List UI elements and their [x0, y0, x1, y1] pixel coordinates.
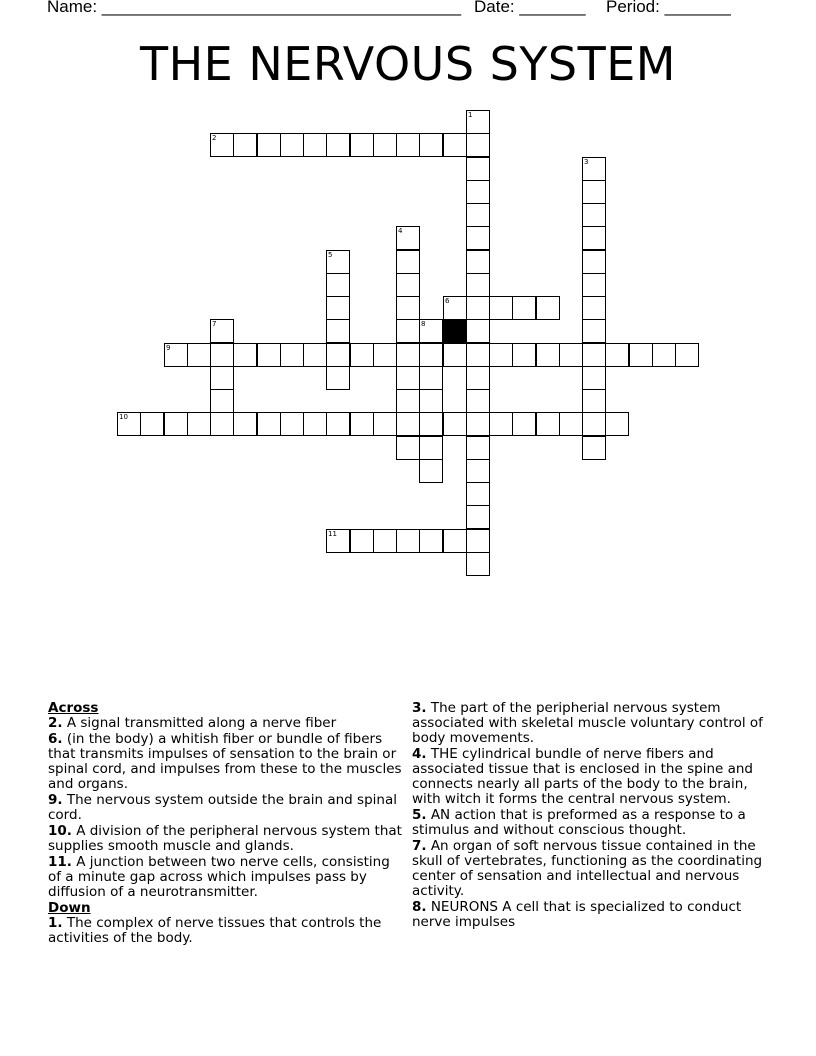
- grid-cell[interactable]: [466, 343, 490, 367]
- grid-cell[interactable]: [210, 389, 234, 413]
- grid-cell[interactable]: [582, 250, 606, 274]
- clue-number: 1.: [48, 915, 63, 931]
- grid-cell[interactable]: [280, 412, 304, 436]
- grid-cell[interactable]: [512, 412, 536, 436]
- grid-cell[interactable]: [466, 482, 490, 506]
- grid-cell[interactable]: [396, 319, 420, 343]
- grid-cell[interactable]: [396, 389, 420, 413]
- clue-number-label: 1: [468, 111, 473, 119]
- grid-cell[interactable]: [396, 529, 420, 553]
- down-clue-list-left: [48, 916, 406, 946]
- grid-cell[interactable]: [466, 250, 490, 274]
- grid-cell[interactable]: [559, 343, 583, 367]
- grid-cell[interactable]: [536, 412, 560, 436]
- grid-cell[interactable]: [419, 343, 443, 367]
- grid-cell[interactable]: [396, 343, 420, 367]
- grid-cell[interactable]: [582, 436, 606, 460]
- clue-number-label: 11: [328, 530, 337, 538]
- page-title: THE NERVOUS SYSTEM: [139, 37, 676, 91]
- clue-item: [412, 839, 772, 899]
- down-heading: Down: [48, 900, 91, 916]
- grid-cell[interactable]: [419, 412, 443, 436]
- clue-number: 2.: [48, 715, 63, 731]
- grid-cell[interactable]: [350, 529, 374, 553]
- grid-cell[interactable]: [373, 133, 397, 157]
- grid-cell[interactable]: [582, 180, 606, 204]
- grid-cell[interactable]: [466, 505, 490, 529]
- grid-cell[interactable]: [303, 133, 327, 157]
- clue-item: [48, 916, 406, 946]
- clue-item: [48, 716, 406, 731]
- grid-cell[interactable]: [326, 133, 350, 157]
- clues-column-right: [412, 701, 772, 931]
- grid-cell[interactable]: [396, 412, 420, 436]
- grid-cell[interactable]: [466, 203, 490, 227]
- grid-cell[interactable]: [303, 412, 327, 436]
- grid-cell[interactable]: [512, 343, 536, 367]
- grid-cell[interactable]: [443, 133, 467, 157]
- clue-number: 10.: [48, 823, 72, 839]
- grid-cell[interactable]: [652, 343, 676, 367]
- grid-cell[interactable]: [466, 157, 490, 181]
- period-field-label[interactable]: Period: _______: [606, 0, 731, 16]
- grid-cell[interactable]: [466, 226, 490, 250]
- grid-cell[interactable]: [303, 343, 327, 367]
- grid-cell[interactable]: [373, 343, 397, 367]
- grid-cell[interactable]: [675, 343, 699, 367]
- grid-cell[interactable]: [559, 412, 583, 436]
- clue-text: The part of the peripherial nervous system associated with skeletal muscle voluntary control of body movements.: [412, 700, 763, 746]
- grid-cell[interactable]: [629, 343, 653, 367]
- grid-cell[interactable]: [233, 412, 257, 436]
- grid-cell[interactable]: [489, 343, 513, 367]
- down-clue-list-right: [412, 701, 772, 930]
- grid-cell[interactable]: [466, 529, 490, 553]
- grid-cell[interactable]: [257, 412, 281, 436]
- grid-cell[interactable]: [396, 436, 420, 460]
- clue-number-label: 3: [584, 158, 589, 166]
- across-heading: Across: [48, 700, 99, 716]
- clue-text: (in the body) a whitish fiber or bundle of fibers that transmits impulses of sensation to the brain or spinal cord, and impulses from these to the muscles and organs.: [48, 731, 402, 792]
- clue-number: 7.: [412, 838, 427, 854]
- grid-cell[interactable]: [187, 343, 211, 367]
- clue-text: An organ of soft nervous tissue contained in the skull of vertebrates, functioning as the coordinating center of sensation and intellectual and nervous activity.: [412, 838, 763, 899]
- clue-number: 5.: [412, 807, 427, 823]
- clue-item: [412, 900, 772, 930]
- clue-number: 3.: [412, 700, 427, 716]
- clue-number-label: 4: [398, 227, 403, 235]
- grid-cell[interactable]: [489, 296, 513, 320]
- grid-cell[interactable]: [326, 366, 350, 390]
- grid-cell[interactable]: [536, 343, 560, 367]
- grid-cell[interactable]: [326, 343, 350, 367]
- clue-number: 11.: [48, 854, 72, 870]
- grid-cell[interactable]: [466, 133, 490, 157]
- across-clue-list: [48, 716, 406, 900]
- grid-cell[interactable]: [396, 133, 420, 157]
- grid-cell[interactable]: [280, 343, 304, 367]
- clue-number-label: 5: [328, 251, 333, 259]
- grid-cell[interactable]: [512, 296, 536, 320]
- grid-cell[interactable]: [373, 412, 397, 436]
- clue-number-label: 6: [445, 297, 450, 305]
- clue-item: [48, 824, 406, 854]
- grid-cell[interactable]: [582, 203, 606, 227]
- clue-number-label: 7: [212, 320, 217, 328]
- grid-cell[interactable]: [489, 412, 513, 436]
- grid-cell[interactable]: [210, 343, 234, 367]
- name-field-label[interactable]: Name: ______________________________________: [47, 0, 462, 16]
- date-field-label[interactable]: Date: _______: [474, 0, 586, 16]
- grid-cell[interactable]: [257, 343, 281, 367]
- grid-cell[interactable]: [443, 412, 467, 436]
- clue-text: A division of the peripheral nervous system that supplies smooth muscle and glands.: [48, 823, 402, 854]
- grid-cell[interactable]: [164, 412, 188, 436]
- grid-cell[interactable]: [419, 436, 443, 460]
- grid-block-cell: [443, 319, 467, 343]
- grid-cell[interactable]: [466, 180, 490, 204]
- clue-number: 6.: [48, 731, 63, 747]
- grid-cell[interactable]: [582, 226, 606, 250]
- grid-cell[interactable]: [326, 296, 350, 320]
- grid-cell[interactable]: [396, 273, 420, 297]
- clues-column-left: [48, 701, 406, 947]
- grid-cell[interactable]: [582, 319, 606, 343]
- grid-cell[interactable]: [326, 319, 350, 343]
- grid-cell[interactable]: [373, 529, 397, 553]
- clue-text: The nervous system outside the brain and spinal cord.: [48, 792, 397, 823]
- clue-text: The complex of nerve tissues that controls the activities of the body.: [48, 915, 382, 946]
- grid-cell[interactable]: [466, 296, 490, 320]
- grid-cell[interactable]: [466, 459, 490, 483]
- clue-number-label: 10: [119, 413, 128, 421]
- clue-text: A signal transmitted along a nerve fiber: [62, 715, 337, 731]
- grid-cell[interactable]: [233, 343, 257, 367]
- grid-cell[interactable]: [466, 366, 490, 390]
- grid-cell[interactable]: [326, 273, 350, 297]
- grid-cell[interactable]: [396, 296, 420, 320]
- grid-cell[interactable]: [605, 343, 629, 367]
- grid-cell[interactable]: [466, 436, 490, 460]
- clue-text: A junction between two nerve cells, consisting of a minute gap across which impulses pass by diffusion of a neurotransmitter.: [48, 854, 390, 900]
- grid-cell[interactable]: [443, 529, 467, 553]
- grid-cell[interactable]: [419, 366, 443, 390]
- grid-cell[interactable]: [582, 296, 606, 320]
- grid-cell[interactable]: [419, 529, 443, 553]
- grid-cell[interactable]: [350, 343, 374, 367]
- grid-cell[interactable]: [466, 273, 490, 297]
- clue-item: [412, 701, 772, 746]
- grid-cell[interactable]: [582, 389, 606, 413]
- grid-cell[interactable]: [257, 133, 281, 157]
- clue-number: 4.: [412, 746, 427, 762]
- grid-cell[interactable]: [536, 296, 560, 320]
- grid-cell[interactable]: [210, 366, 234, 390]
- clue-number: 8.: [412, 899, 427, 915]
- grid-cell[interactable]: [466, 319, 490, 343]
- grid-cell[interactable]: [466, 412, 490, 436]
- grid-cell[interactable]: [210, 412, 234, 436]
- clue-item: [412, 747, 772, 807]
- clue-text: AN action that is preformed as a response to a stimulus and without conscious thought.: [412, 807, 746, 838]
- grid-cell[interactable]: [350, 133, 374, 157]
- grid-cell[interactable]: [582, 273, 606, 297]
- grid-cell[interactable]: [326, 412, 350, 436]
- grid-cell[interactable]: [396, 366, 420, 390]
- clue-text: THE cylindrical bundle of nerve fibers and associated tissue that is enclosed in the spine and connects nearly all parts of the body to the brain, with witch it forms the central nervous system.: [412, 746, 753, 807]
- grid-cell[interactable]: [233, 133, 257, 157]
- grid-cell[interactable]: [419, 389, 443, 413]
- grid-cell[interactable]: [280, 133, 304, 157]
- clue-number-label: 8: [421, 320, 426, 328]
- grid-cell[interactable]: [419, 133, 443, 157]
- grid-cell[interactable]: [140, 412, 164, 436]
- clue-item: [412, 808, 772, 838]
- clue-item: [48, 793, 406, 823]
- clue-number-label: 2: [212, 134, 217, 142]
- clue-number: 9.: [48, 792, 63, 808]
- grid-cell[interactable]: [443, 343, 467, 367]
- grid-cell[interactable]: [466, 552, 490, 576]
- grid-cell[interactable]: [466, 389, 490, 413]
- clue-item: [48, 732, 406, 792]
- grid-cell[interactable]: [350, 412, 374, 436]
- grid-cell[interactable]: [605, 412, 629, 436]
- grid-cell[interactable]: [419, 459, 443, 483]
- grid-cell[interactable]: [582, 412, 606, 436]
- clue-number-label: 9: [166, 344, 171, 352]
- clue-item: [48, 855, 406, 900]
- grid-cell[interactable]: [187, 412, 211, 436]
- grid-cell[interactable]: [582, 366, 606, 390]
- grid-cell[interactable]: [582, 343, 606, 367]
- grid-cell[interactable]: [396, 250, 420, 274]
- clue-text: NEURONS A cell that is specialized to conduct nerve impulses: [412, 899, 742, 930]
